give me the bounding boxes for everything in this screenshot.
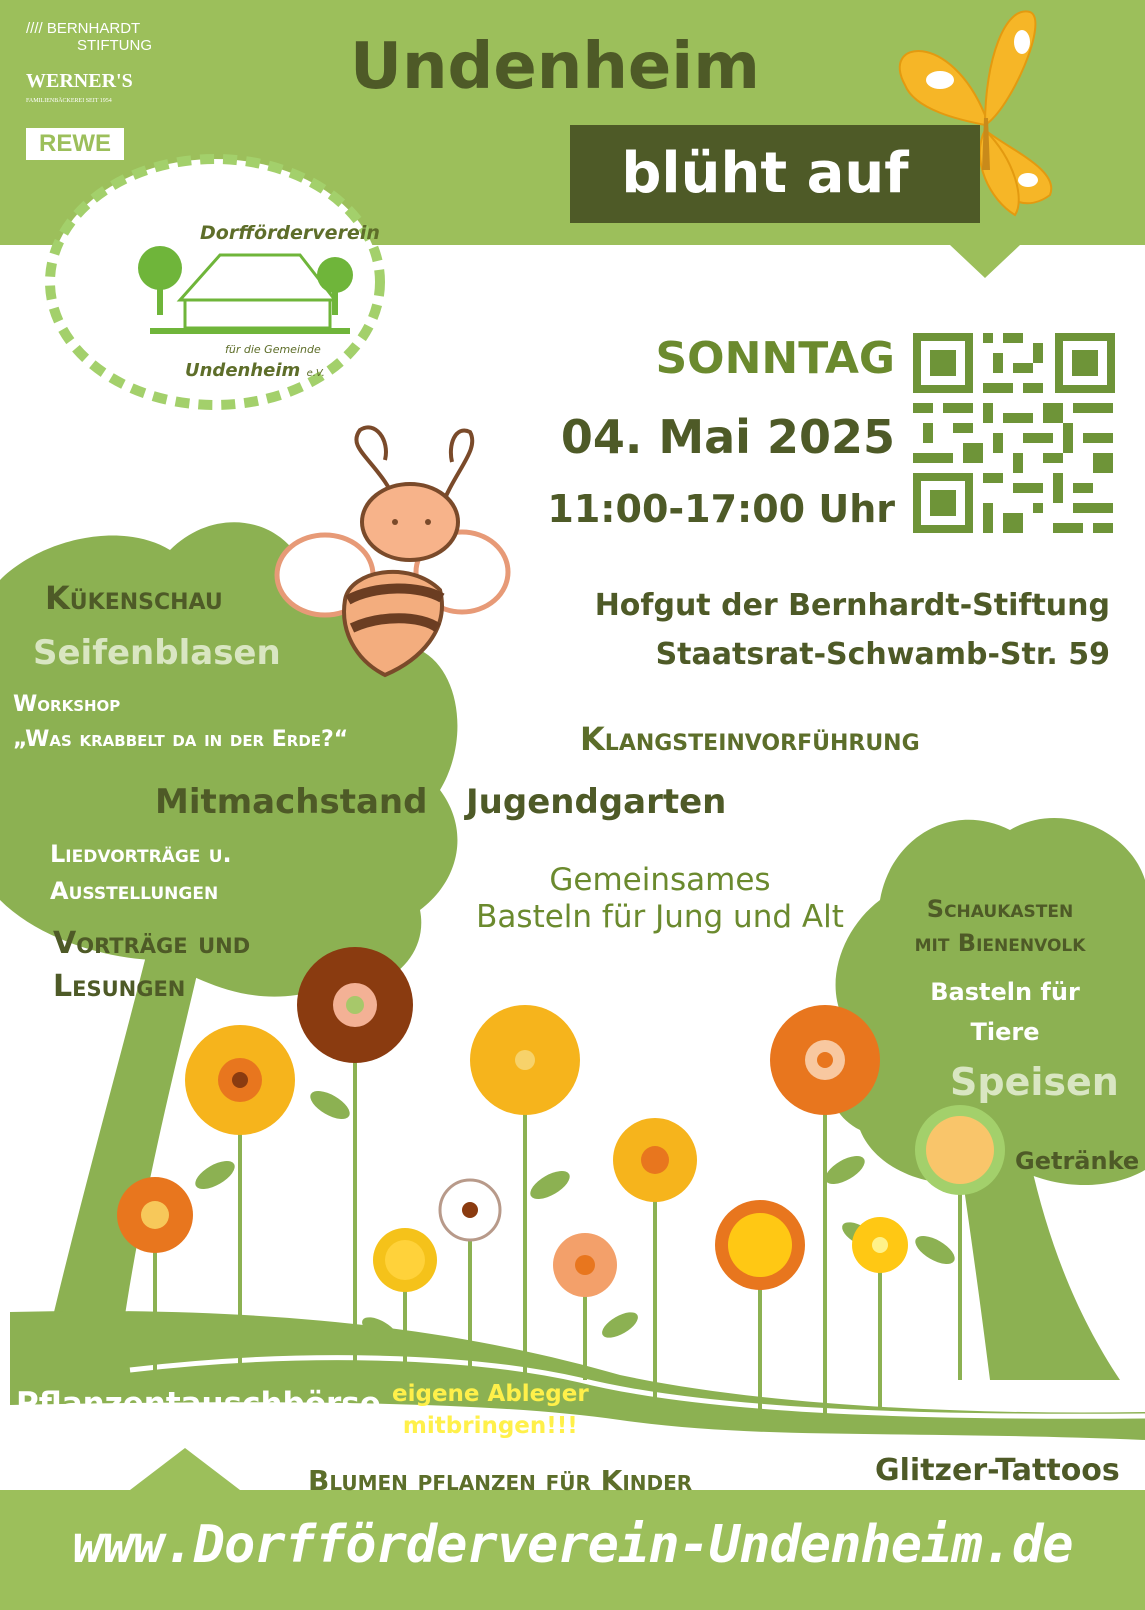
sponsor-bernhardt-mark: ////	[26, 20, 43, 37]
activity-jugendgarten: Jugendgarten	[466, 782, 727, 822]
activity-ableger-2: mitbringen!!!	[402, 1413, 578, 1439]
logo-place-name: Undenheim	[185, 360, 301, 381]
activity-ableger	[392, 1378, 589, 1442]
footer-url[interactable]: www.Dorfförderverein-Undenheim.de	[72, 1515, 1073, 1575]
activity-schaukasten	[880, 892, 1120, 960]
activity-gemeinsames	[455, 862, 865, 936]
activity-mitmachstand: Mitmachstand	[155, 782, 428, 822]
activity-glitzer: Glitzer-Tattoos	[875, 1453, 1120, 1488]
logo-suffix: e.V.	[306, 368, 325, 379]
event-day: SONNTAG	[655, 333, 895, 384]
activity-getraenke: Getränke	[1015, 1147, 1140, 1175]
sponsor-rewe: REWE	[26, 128, 124, 160]
footer-triangle	[130, 1448, 240, 1490]
activity-klangstein: Klangsteinvorführung	[580, 720, 920, 758]
sponsor-bernhardt-line1: BERNHARDT	[46, 20, 141, 37]
logo-place	[185, 360, 325, 381]
activity-schaukasten-2: mit Bienenvolk	[914, 929, 1086, 957]
activity-seifenblasen: Seifenblasen	[33, 633, 281, 673]
qr-code	[913, 333, 1115, 533]
venue-line2: Staatsrat-Schwamb-Str. 59	[655, 637, 1110, 672]
sponsor-bernhardt	[26, 20, 152, 54]
activity-schaukasten-1: Schaukasten	[926, 895, 1074, 923]
subtitle-box	[570, 125, 980, 223]
logo-name: Dorfförderverein	[200, 222, 380, 244]
activity-gemeinsames-2: Basteln für Jung und Alt	[476, 899, 844, 935]
activity-gemeinsames-1: Gemeinsames	[549, 862, 771, 898]
activity-speisen: Speisen	[950, 1060, 1119, 1104]
activity-blumen: Blumen pflanzen für Kinder	[308, 1464, 693, 1497]
logo-sub: für die Gemeinde	[225, 343, 321, 356]
activity-basteln-tiere-2: Tiere	[970, 1018, 1040, 1046]
header-title: Undenheim	[350, 30, 760, 104]
activity-liedvortraege-1: Liedvorträge u.	[50, 840, 232, 868]
sponsor-werners-sub: FAMILIENBÄCKEREI SEIT 1954	[26, 98, 112, 104]
activity-vortraege-2: Lesungen	[53, 969, 186, 1004]
venue-line1: Hofgut der Bernhardt-Stiftung	[594, 588, 1110, 623]
header-subtitle: blüht auf	[621, 141, 909, 206]
sponsor-bernhardt-line2: STIFTUNG	[77, 37, 152, 54]
activity-basteln-tiere-1: Basteln für	[930, 978, 1080, 1006]
event-date: 04. Mai 2025	[560, 410, 895, 464]
activity-workshop-title: Workshop	[13, 692, 121, 717]
sponsor-werners: WERNER'S	[26, 70, 133, 92]
flower-leaves	[191, 1085, 959, 1347]
activity-workshop-sub: „Was krabbelt da in der Erde?“	[13, 727, 349, 752]
activity-pflanzentausch: Pflanzentauschbörse	[16, 1386, 381, 1422]
event-time: 11:00-17:00 Uhr	[547, 487, 895, 531]
activity-liedvortraege-2: Ausstellungen	[50, 877, 219, 905]
activity-vortraege-1: Vorträge und	[53, 926, 251, 961]
activity-basteln-tiere	[910, 972, 1100, 1052]
activity-ableger-1: eigene Ableger	[392, 1381, 589, 1407]
activity-kuekenschau: Kükenschau	[45, 579, 223, 617]
